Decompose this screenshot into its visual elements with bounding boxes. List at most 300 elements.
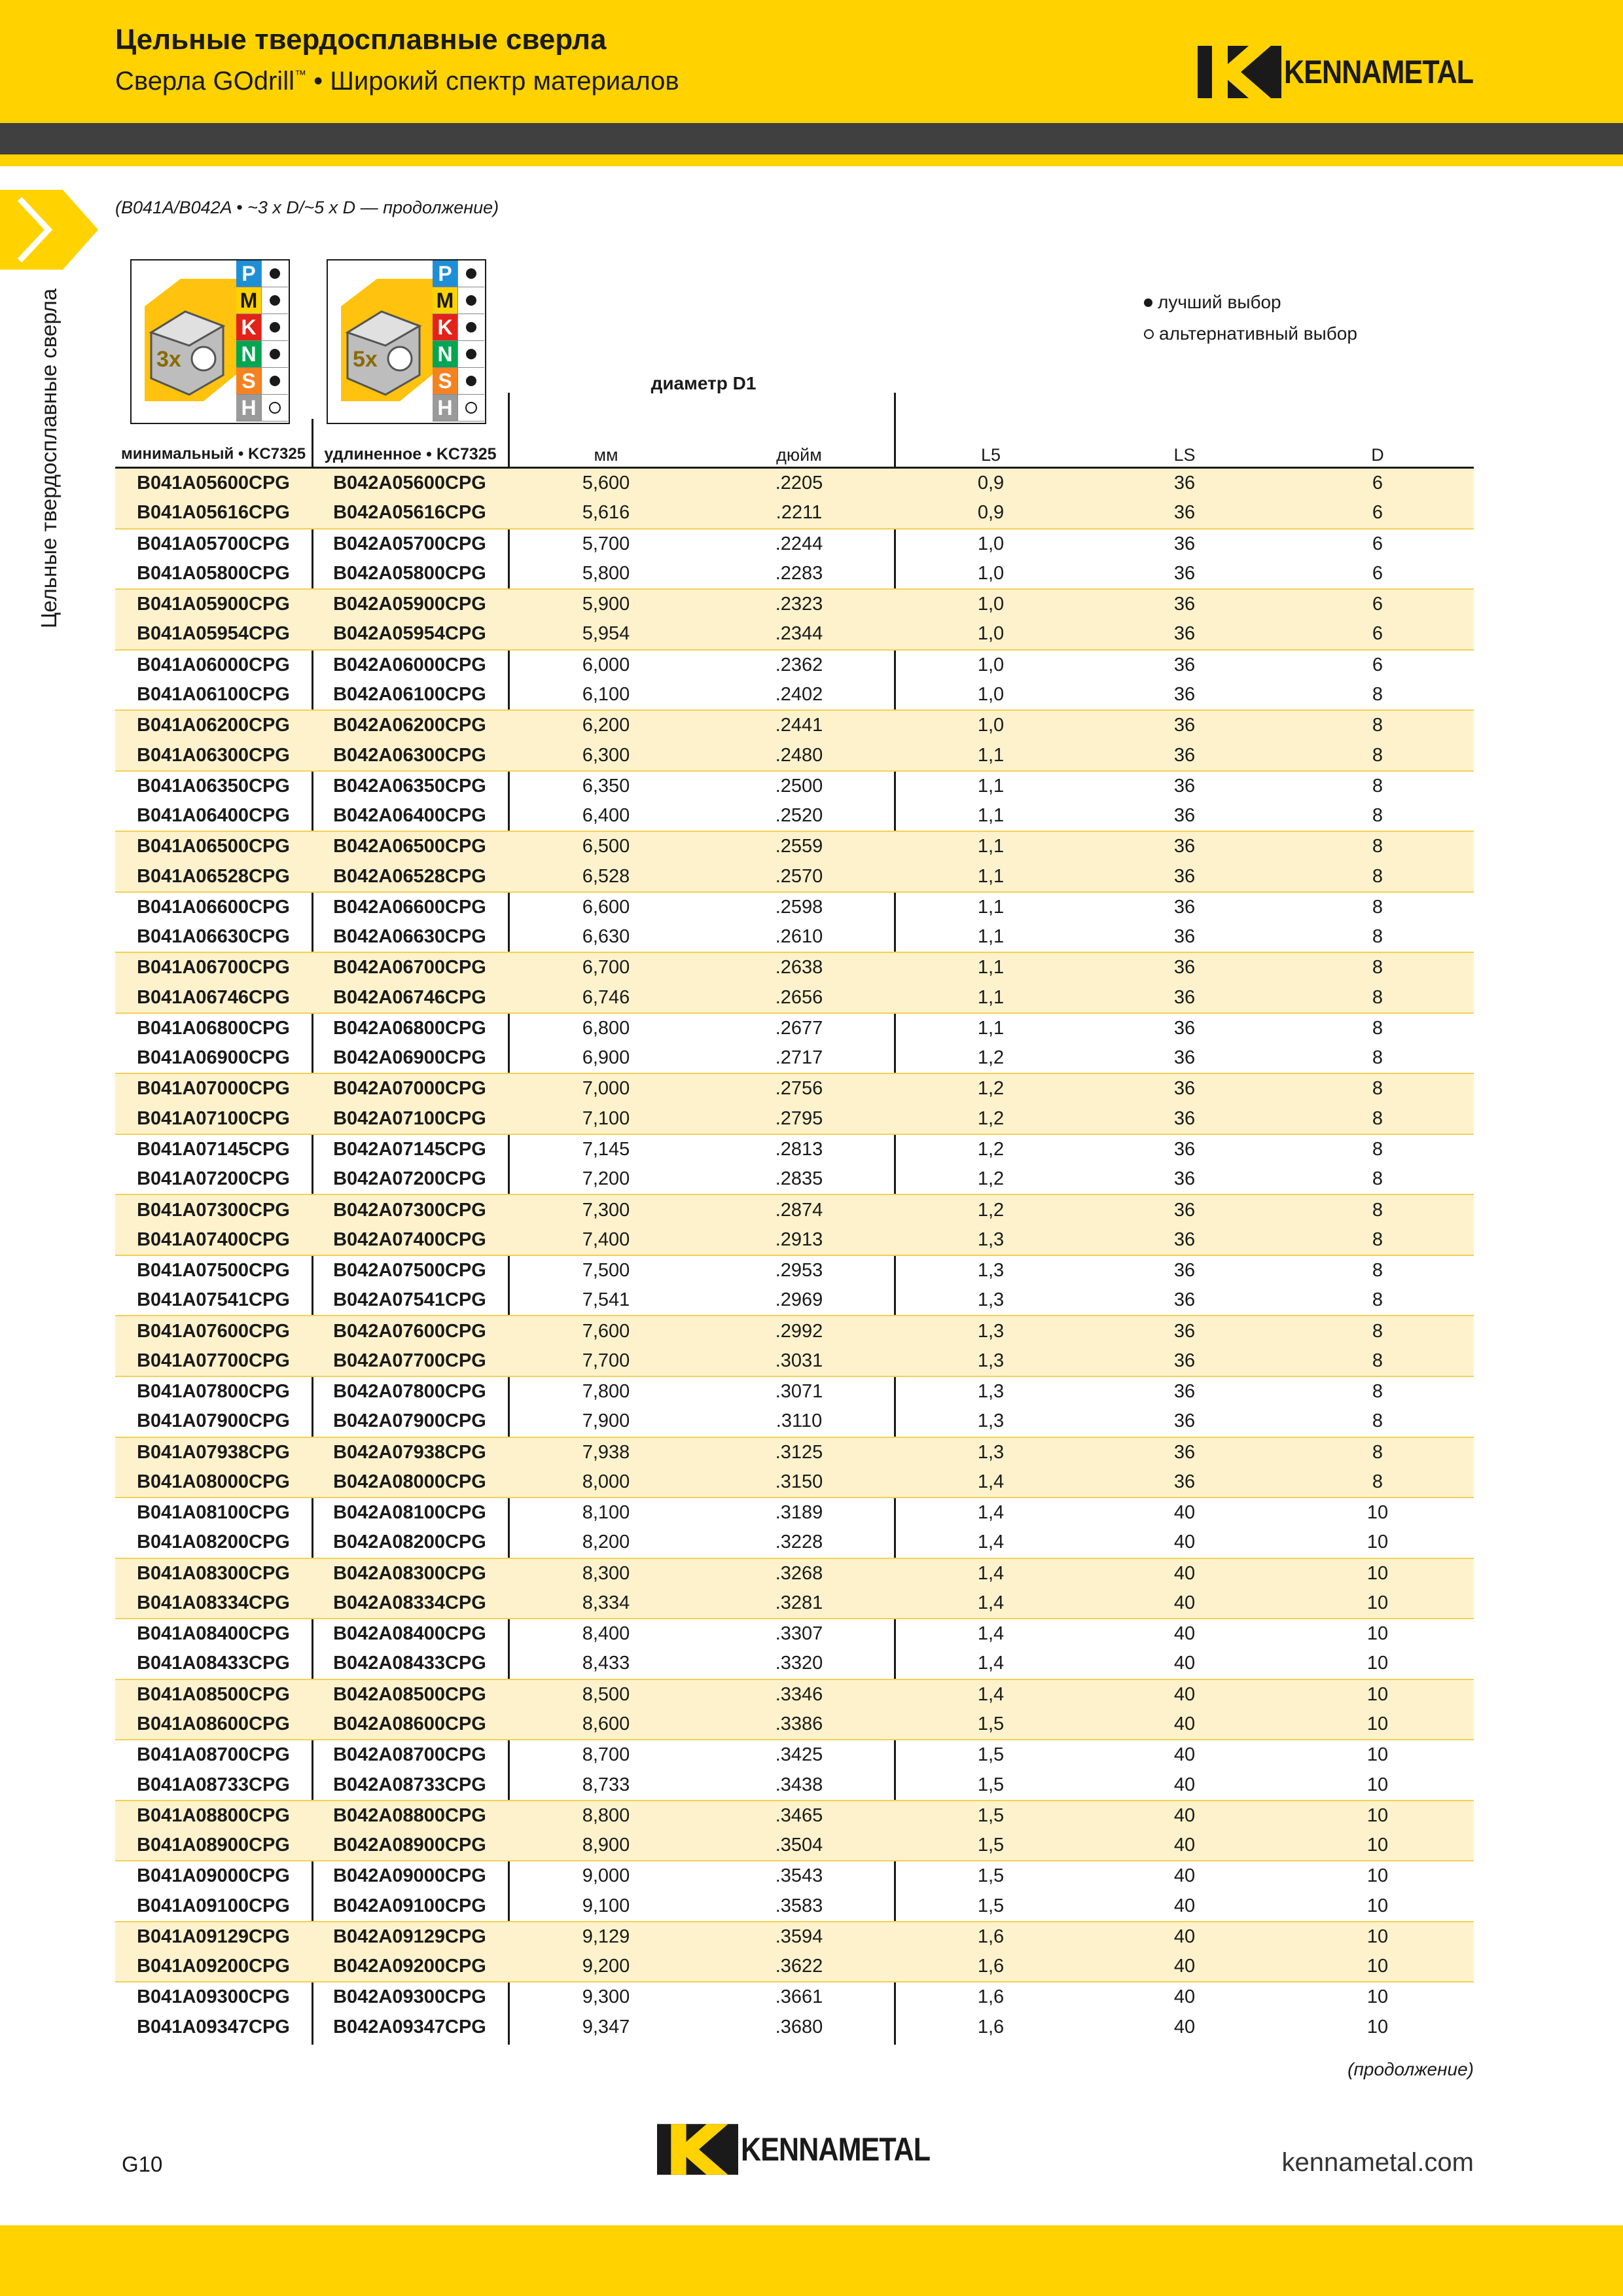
cell-diameter-mm: 7,600 — [508, 1316, 704, 1346]
page-title: Цельные твердосплавные сверла — [115, 24, 607, 56]
cell-part-short: B041A07800CPG — [115, 1376, 312, 1407]
cell-l5: 1,3 — [977, 1410, 1005, 1432]
cell-ls: 36 — [1088, 952, 1281, 982]
cell-d: 8 — [1281, 1225, 1474, 1255]
cell-l5: 1,0 — [894, 619, 1088, 649]
best-choice-dot-icon — [457, 260, 484, 287]
best-choice-dot-icon — [261, 341, 288, 367]
cell-ls: 40 — [1173, 2016, 1196, 2037]
table-row — [115, 952, 1474, 982]
cell-part-short: B041A06746CPG — [115, 983, 312, 1013]
cell-diameter-inch: .2362 — [704, 650, 894, 680]
material-row — [433, 395, 484, 422]
cell-ls: 36 — [1088, 710, 1281, 740]
kennametal-k-icon — [1198, 46, 1281, 98]
cell-l5: 1,0 — [894, 710, 1088, 740]
table-row — [115, 1558, 1474, 1588]
cell-l5: 1,4 — [894, 1558, 1088, 1588]
cell-ls: 40 — [1088, 1498, 1281, 1528]
cell-part-short: B041A08600CPG — [115, 1710, 312, 1740]
cell-diameter-inch: .2500 — [704, 771, 894, 801]
cell-part-long: B042A08400CPG — [312, 1619, 508, 1649]
cell-ls: 36 — [1173, 1289, 1196, 1311]
cell-diameter-mm: 7,938 — [508, 1437, 704, 1467]
cell-l5: 1,6 — [894, 1922, 1088, 1952]
cell-l5: 1,6 — [894, 1982, 1088, 2012]
cell-part-short: B041A07600CPG — [115, 1316, 312, 1346]
cell-diameter-mm: 6,300 — [508, 740, 704, 770]
cell-l5: 1,3 — [894, 1437, 1088, 1467]
material-row — [236, 314, 288, 341]
material-grid — [433, 260, 484, 422]
cell-ls: 36 — [1173, 1168, 1196, 1190]
cell-diameter-mm: 7,900 — [582, 1410, 630, 1432]
continued-note: (продолжение) — [1347, 2059, 1474, 2079]
cell-diameter-mm: 7,145 — [508, 1134, 704, 1164]
cell-part-long: B042A08800CPG — [312, 1801, 508, 1831]
material-letter: H — [236, 395, 261, 421]
table-row — [115, 1104, 1474, 1134]
cell-l5: 1,5 — [894, 1740, 1088, 1770]
cell-d: 10 — [1366, 1774, 1389, 1795]
cell-part-long: B042A09300CPG — [312, 1982, 508, 2012]
cell-part-long: B042A09100CPG — [333, 1895, 486, 1916]
cell-part-long: B042A06800CPG — [312, 1013, 508, 1043]
cell-d: 8 — [1281, 1013, 1474, 1043]
cell-ls: 36 — [1173, 1410, 1196, 1432]
cell-diameter-inch: .3071 — [704, 1376, 894, 1407]
table-row — [115, 801, 1474, 831]
cell-l5: 1,2 — [977, 1047, 1005, 1069]
cell-part-short: B041A07700CPG — [115, 1346, 312, 1376]
table-row — [115, 1498, 1474, 1528]
cell-part-short: B041A06700CPG — [115, 952, 312, 982]
cell-l5: 1,3 — [977, 1289, 1005, 1311]
cell-part-long: B042A05800CPG — [333, 562, 486, 584]
cell-diameter-mm: 8,300 — [508, 1558, 704, 1588]
cell-part-long: B042A07500CPG — [312, 1255, 508, 1285]
cell-ls: 36 — [1088, 619, 1281, 649]
cell-l5: 1,1 — [894, 861, 1088, 891]
cell-ls: 40 — [1088, 1710, 1281, 1740]
cell-part-long: B042A06100CPG — [333, 683, 486, 705]
cell-d: 10 — [1281, 1710, 1474, 1740]
cell-diameter-mm: 7,500 — [508, 1255, 704, 1285]
cell-d: 8 — [1281, 831, 1474, 861]
cell-d: 6 — [1281, 529, 1474, 559]
cell-ls: 36 — [1088, 1467, 1281, 1498]
cell-ls: 36 — [1173, 805, 1196, 827]
cell-d: 8 — [1281, 1134, 1474, 1164]
cell-diameter-inch: .2598 — [704, 892, 894, 922]
cell-ls: 36 — [1088, 650, 1281, 680]
cell-diameter-mm: 6,528 — [508, 861, 704, 891]
cell-ls: 36 — [1088, 892, 1281, 922]
cell-diameter-mm: 8,000 — [508, 1467, 704, 1498]
cell-l5: 1,3 — [894, 1225, 1088, 1255]
cell-diameter-inch: .3594 — [704, 1922, 894, 1952]
table-row — [115, 469, 1474, 498]
cell-l5: 1,0 — [894, 529, 1088, 559]
cell-part-short: B041A06350CPG — [115, 771, 312, 801]
cell-ls: 36 — [1088, 1437, 1281, 1467]
material-grid — [236, 260, 288, 422]
cell-part-short: B041A09300CPG — [115, 1982, 312, 2012]
cell-diameter-inch: .2717 — [775, 1047, 823, 1069]
cell-ls: 36 — [1088, 529, 1281, 559]
cell-diameter-inch: .3031 — [704, 1346, 894, 1376]
cell-l5: 0,9 — [894, 469, 1088, 498]
diameter-group-header: диаметр D1 — [651, 373, 757, 393]
cell-l5: 1,3 — [894, 1255, 1088, 1285]
cell-diameter-mm: 7,541 — [582, 1289, 630, 1311]
table-row — [115, 1710, 1474, 1740]
cell-diameter-mm: 8,200 — [582, 1532, 630, 1553]
cell-part-short: B041A05600CPG — [115, 469, 312, 498]
cell-l5: 1,1 — [894, 983, 1088, 1013]
cell-d: 10 — [1281, 1558, 1474, 1588]
cell-d: 10 — [1366, 1532, 1389, 1553]
cell-ls: 40 — [1088, 1982, 1281, 2012]
cell-d: 6 — [1281, 619, 1474, 649]
cell-diameter-mm: 6,200 — [508, 710, 704, 740]
cell-diameter-inch: .2656 — [704, 983, 894, 1013]
cell-ls: 36 — [1088, 1225, 1281, 1255]
cell-part-long: B042A05616CPG — [312, 498, 508, 528]
material-row — [433, 341, 484, 368]
cell-l5: 1,2 — [894, 1134, 1088, 1164]
cell-l5: 1,5 — [977, 1895, 1005, 1916]
cell-part-long: B042A07100CPG — [312, 1104, 508, 1134]
table-row — [115, 1619, 1474, 1649]
cell-part-short: B041A08334CPG — [115, 1588, 312, 1619]
cell-part-long: B042A05700CPG — [312, 529, 508, 559]
drill-3xd-icon-box — [130, 259, 290, 424]
cell-part-short: B041A06600CPG — [115, 892, 312, 922]
cell-part-short: B041A08433CPG — [137, 1653, 290, 1674]
cell-diameter-mm: 6,100 — [582, 683, 630, 705]
cell-l5: 1,1 — [977, 805, 1005, 827]
material-letter: S — [433, 368, 457, 394]
table-row — [115, 1588, 1474, 1619]
material-letter: K — [236, 314, 261, 340]
footer-wordmark: KENNAMETAL — [741, 2131, 931, 2168]
cell-l5: 1,2 — [977, 1168, 1005, 1190]
cell-diameter-inch: .2570 — [704, 861, 894, 891]
col-header-inch: дюйм — [776, 445, 822, 465]
cell-diameter-mm: 6,630 — [582, 926, 630, 948]
cell-d: 8 — [1281, 1194, 1474, 1225]
cell-part-long: B042A07800CPG — [312, 1376, 508, 1407]
cell-ls: 36 — [1088, 1376, 1281, 1407]
cell-ls: 40 — [1088, 1588, 1281, 1619]
cell-diameter-mm: 7,700 — [508, 1346, 704, 1376]
cell-part-short: B041A08733CPG — [137, 1774, 290, 1795]
cell-diameter-mm: 6,700 — [508, 952, 704, 982]
table-row — [115, 1982, 1474, 2012]
cell-diameter-inch: .3504 — [704, 1831, 894, 1861]
material-letter: K — [433, 314, 457, 340]
cell-d: 8 — [1281, 771, 1474, 801]
cell-diameter-mm: 6,500 — [508, 831, 704, 861]
cell-diameter-mm: 7,100 — [508, 1104, 704, 1134]
cell-diameter-mm: 8,733 — [582, 1774, 630, 1795]
cell-diameter-inch: .2756 — [704, 1073, 894, 1103]
cell-ls: 36 — [1088, 1194, 1281, 1225]
sidebar-section-label: Цельные твердосплавные сверла — [37, 288, 61, 628]
table-row — [115, 1922, 1474, 1952]
best-choice-dot-icon — [261, 368, 288, 394]
table-row — [115, 1952, 1474, 1982]
table-row — [115, 529, 1474, 559]
table-row — [115, 1134, 1474, 1164]
cell-d: 8 — [1281, 1316, 1474, 1346]
cell-ls: 36 — [1088, 498, 1281, 528]
cell-d: 8 — [1372, 926, 1383, 948]
cell-part-long: B042A09129CPG — [312, 1922, 508, 1952]
cell-diameter-inch: .2323 — [704, 589, 894, 619]
cell-diameter-mm: 5,600 — [508, 469, 704, 498]
cell-diameter-mm: 9,347 — [582, 2016, 630, 2037]
col-header-ls: LS — [1173, 445, 1196, 465]
cell-part-long: B042A08334CPG — [312, 1588, 508, 1619]
cell-part-short: B041A05900CPG — [115, 589, 312, 619]
cell-part-long: B042A07400CPG — [312, 1225, 508, 1255]
cell-diameter-mm: 6,900 — [582, 1047, 630, 1069]
cell-l5: 1,1 — [894, 771, 1088, 801]
cell-d: 10 — [1281, 1952, 1474, 1982]
table-row — [115, 1043, 1474, 1073]
cell-part-long: B042A07300CPG — [312, 1194, 508, 1225]
cell-part-short: B041A05700CPG — [115, 529, 312, 559]
cell-part-long: B042A06746CPG — [312, 983, 508, 1013]
cell-l5: 1,4 — [894, 1619, 1088, 1649]
cell-part-long: B042A07600CPG — [312, 1316, 508, 1346]
cell-ls: 36 — [1088, 1316, 1281, 1346]
cell-part-short: B041A07300CPG — [115, 1194, 312, 1225]
cell-part-long: B042A06600CPG — [312, 892, 508, 922]
table-row — [115, 1316, 1474, 1346]
cell-ls: 36 — [1088, 469, 1281, 498]
cell-part-long: B042A07700CPG — [312, 1346, 508, 1376]
website-link[interactable]: kennametal.com — [1281, 2148, 1474, 2177]
cell-ls: 36 — [1088, 1104, 1281, 1134]
cell-ls: 36 — [1088, 740, 1281, 770]
cell-d: 8 — [1372, 1289, 1383, 1311]
cell-l5: 1,4 — [894, 1588, 1088, 1619]
cell-diameter-mm: 6,800 — [508, 1013, 704, 1043]
cell-part-long: B042A08733CPG — [333, 1774, 486, 1795]
cell-diameter-mm: 7,200 — [582, 1168, 630, 1190]
cell-diameter-inch: .2677 — [704, 1013, 894, 1043]
cell-d: 6 — [1372, 562, 1383, 584]
table-row — [115, 740, 1474, 770]
cell-part-short: B041A05800CPG — [137, 562, 290, 584]
cell-diameter-mm: 6,400 — [582, 805, 630, 827]
cell-part-short: B041A06800CPG — [115, 1013, 312, 1043]
cell-part-short: B041A08900CPG — [115, 1831, 312, 1861]
cell-ls: 36 — [1088, 1346, 1281, 1376]
cell-part-long: B042A08300CPG — [312, 1558, 508, 1588]
cell-diameter-inch: .3110 — [776, 1410, 823, 1432]
material-letter: M — [433, 287, 457, 314]
cell-diameter-inch: .2441 — [704, 710, 894, 740]
cell-part-short: B041A06400CPG — [137, 805, 290, 827]
cell-diameter-mm: 5,616 — [508, 498, 704, 528]
cell-ls: 36 — [1088, 1255, 1281, 1285]
cell-part-long: B042A09200CPG — [312, 1952, 508, 1982]
cell-d: 8 — [1372, 1047, 1383, 1069]
table-row — [115, 1528, 1474, 1558]
col-header-mm: мм — [594, 445, 618, 465]
cell-ls: 40 — [1173, 1895, 1196, 1916]
table-row — [115, 498, 1474, 528]
col-header-short: минимальный • KC7325 — [120, 445, 306, 463]
cell-diameter-inch: .3583 — [775, 1895, 823, 1916]
cell-diameter-inch: .2205 — [704, 469, 894, 498]
cell-part-long: B042A08900CPG — [312, 1831, 508, 1861]
cell-l5: 1,0 — [894, 650, 1088, 680]
cell-d: 8 — [1281, 1104, 1474, 1134]
cell-diameter-inch: .3346 — [704, 1679, 894, 1710]
cell-diameter-inch: .2283 — [775, 562, 823, 584]
material-row — [236, 368, 288, 395]
cell-d: 6 — [1281, 498, 1474, 528]
cell-part-short: B041A07000CPG — [115, 1073, 312, 1103]
cell-part-long: B042A06500CPG — [312, 831, 508, 861]
legend-best — [1144, 292, 1281, 313]
cell-part-long: B042A06300CPG — [312, 740, 508, 770]
cell-diameter-mm: 8,600 — [508, 1710, 704, 1740]
cell-diameter-inch: .2520 — [775, 805, 823, 827]
cell-diameter-inch: .2638 — [704, 952, 894, 982]
filled-dot-icon — [1144, 298, 1152, 307]
cell-diameter-mm: 5,954 — [508, 619, 704, 649]
cell-diameter-mm: 8,800 — [508, 1801, 704, 1831]
cell-diameter-mm: 6,000 — [508, 650, 704, 680]
cell-l5: 1,5 — [894, 1710, 1088, 1740]
cell-ls: 36 — [1088, 589, 1281, 619]
cell-l5: 1,6 — [977, 2016, 1005, 2037]
cell-ls: 36 — [1088, 861, 1281, 891]
page-number: G10 — [122, 2152, 163, 2176]
material-letter: H — [433, 395, 457, 421]
cell-l5: 1,0 — [894, 589, 1088, 619]
cell-diameter-inch: .3438 — [775, 1774, 823, 1795]
cell-d: 8 — [1372, 805, 1383, 827]
cell-diameter-mm: 5,800 — [582, 562, 630, 584]
cell-part-long: B042A08700CPG — [312, 1740, 508, 1770]
cell-part-short: B041A09347CPG — [137, 2016, 290, 2037]
cell-diameter-mm: 5,700 — [508, 529, 704, 559]
brand-logo — [1198, 46, 1504, 98]
cell-l5: 1,4 — [894, 1679, 1088, 1710]
cell-diameter-inch: .3281 — [704, 1588, 894, 1619]
cell-part-short: B041A08400CPG — [115, 1619, 312, 1649]
cell-l5: 1,5 — [894, 1831, 1088, 1861]
hollow-dot-icon — [1144, 329, 1154, 339]
legend-alternative-label: альтернативный выбор — [1159, 323, 1357, 344]
cell-part-long: B042A07200CPG — [333, 1168, 486, 1190]
cell-diameter-inch: .3150 — [704, 1467, 894, 1498]
cell-diameter-inch: .3425 — [704, 1740, 894, 1770]
cell-part-long: B042A05954CPG — [312, 619, 508, 649]
cell-part-short: B041A07200CPG — [137, 1168, 290, 1190]
cell-part-short: B041A08300CPG — [115, 1558, 312, 1588]
cell-diameter-inch: .2874 — [704, 1194, 894, 1225]
cell-part-short: B041A06100CPG — [137, 683, 290, 705]
cell-l5: 1,4 — [977, 1532, 1005, 1553]
best-choice-dot-icon — [261, 287, 288, 314]
cell-part-short: B041A07900CPG — [137, 1410, 290, 1432]
drill-5xd-icon-box — [327, 259, 486, 424]
cell-ls: 36 — [1173, 562, 1196, 584]
cell-diameter-inch: .2795 — [704, 1104, 894, 1134]
cell-diameter-inch: .3268 — [704, 1558, 894, 1588]
cell-part-short: B041A09129CPG — [115, 1922, 312, 1952]
cell-ls: 40 — [1088, 1922, 1281, 1952]
cell-part-long: B042A07938CPG — [312, 1437, 508, 1467]
cell-diameter-mm: 7,300 — [508, 1194, 704, 1225]
table-row — [115, 892, 1474, 922]
cell-ls: 40 — [1173, 1653, 1196, 1674]
alt-choice-dot-icon — [261, 395, 288, 421]
cell-ls: 36 — [1088, 983, 1281, 1013]
cell-part-long: B042A06000CPG — [312, 650, 508, 680]
cell-diameter-mm: 9,000 — [508, 1861, 704, 1891]
cell-diameter-inch: .2953 — [704, 1255, 894, 1285]
cell-part-short: B041A06000CPG — [115, 650, 312, 680]
cell-diameter-inch: .3320 — [775, 1653, 823, 1674]
cell-d: 8 — [1281, 1376, 1474, 1407]
cell-d: 6 — [1281, 469, 1474, 498]
cell-diameter-inch: .2813 — [704, 1134, 894, 1164]
material-letter: P — [433, 260, 457, 287]
cell-diameter-inch: .2211 — [704, 498, 894, 528]
cell-d: 6 — [1281, 650, 1474, 680]
cell-part-short: B041A06200CPG — [115, 710, 312, 740]
cell-ls: 40 — [1088, 1679, 1281, 1710]
page-subtitle — [115, 67, 679, 96]
col-header-long: удлиненное • KC7325 — [324, 445, 497, 463]
cell-d: 6 — [1281, 589, 1474, 619]
cell-part-short: B041A07145CPG — [115, 1134, 312, 1164]
footer-logo — [657, 2123, 961, 2176]
cell-diameter-inch: .2344 — [704, 619, 894, 649]
cell-diameter-inch: .2913 — [704, 1225, 894, 1255]
table-row — [115, 650, 1474, 680]
cell-diameter-inch: .2402 — [775, 683, 823, 705]
best-choice-dot-icon — [457, 314, 484, 340]
subtitle-main: Сверла GOdrill — [115, 67, 294, 96]
cell-d: 8 — [1281, 740, 1474, 770]
cell-part-short: B041A08000CPG — [115, 1467, 312, 1498]
cell-ls: 36 — [1088, 831, 1281, 861]
cell-d: 8 — [1372, 683, 1383, 705]
table-row — [115, 861, 1474, 891]
cell-part-short: B041A08200CPG — [137, 1532, 290, 1553]
table-row — [115, 2013, 1474, 2042]
alt-choice-dot-icon — [457, 395, 484, 421]
cell-d: 10 — [1281, 1861, 1474, 1891]
cell-l5: 1,2 — [894, 1073, 1088, 1103]
cell-diameter-inch: .3228 — [775, 1532, 823, 1553]
cell-diameter-mm: 8,334 — [508, 1588, 704, 1619]
cell-part-short: B041A06528CPG — [115, 861, 312, 891]
cell-diameter-mm: 8,500 — [508, 1679, 704, 1710]
cell-ls: 40 — [1088, 1801, 1281, 1831]
cell-part-short: B041A06300CPG — [115, 740, 312, 770]
